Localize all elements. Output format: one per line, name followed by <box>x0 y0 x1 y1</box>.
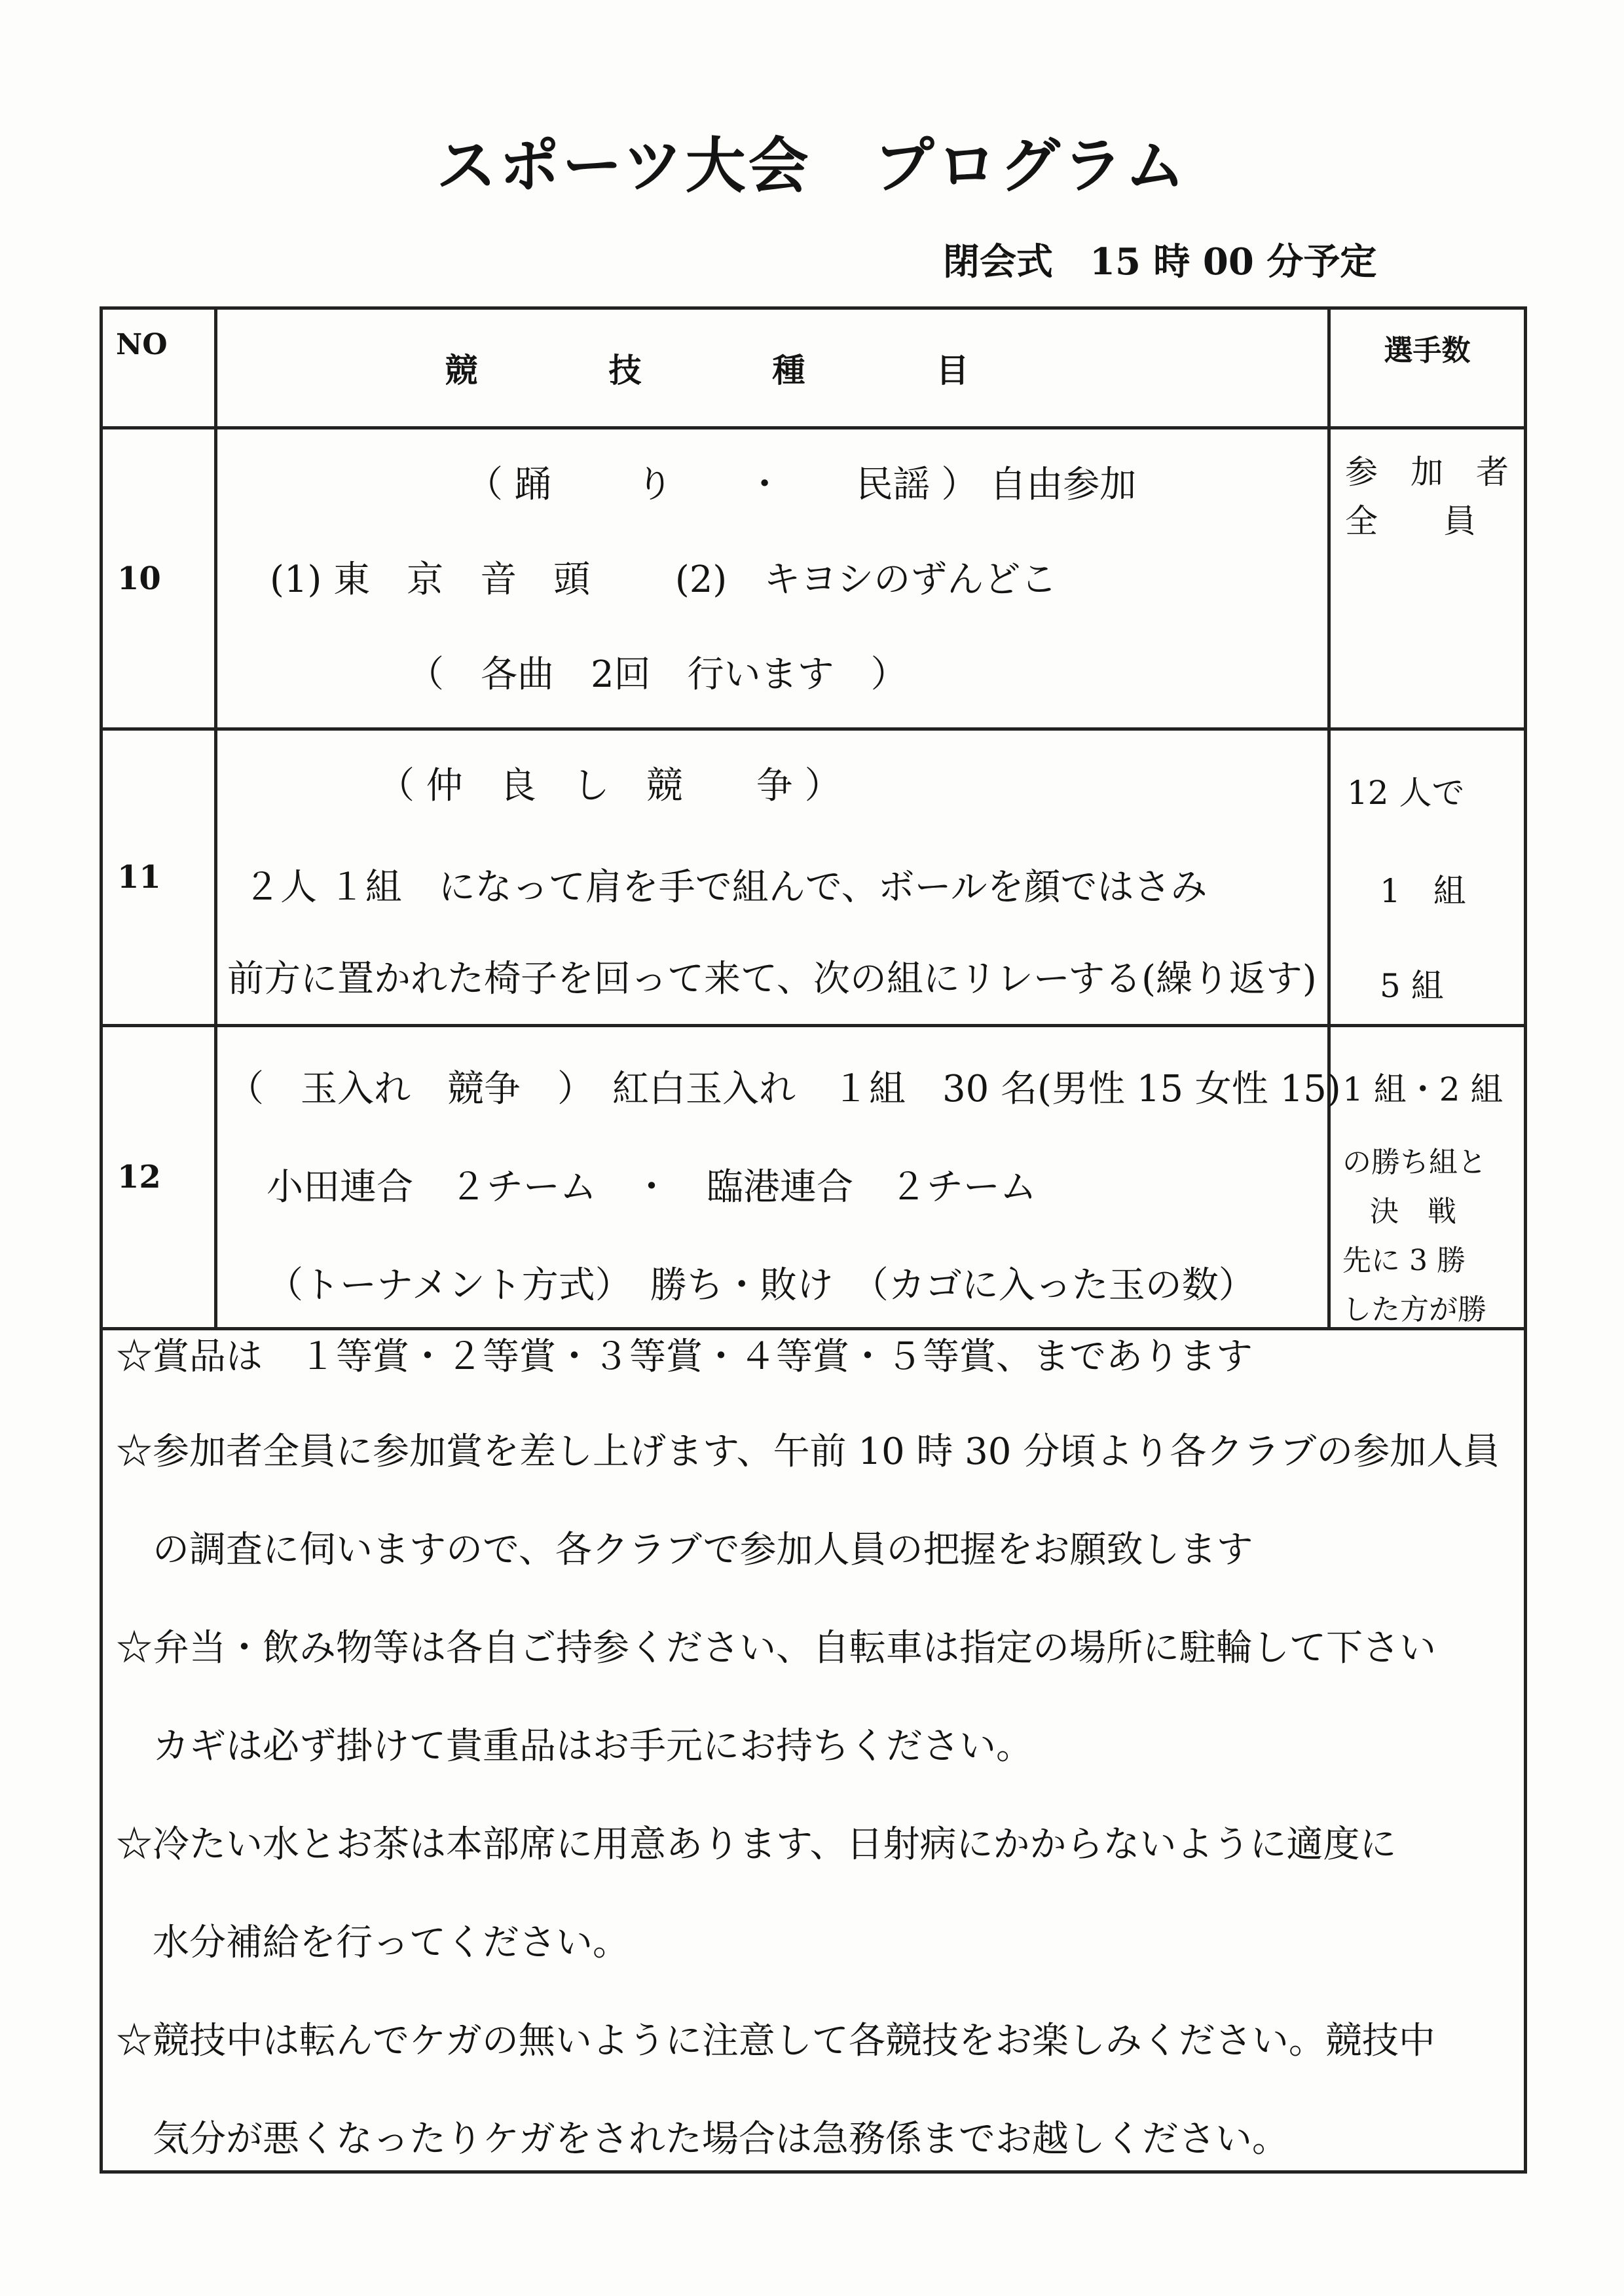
row-event <box>216 428 1329 729</box>
table-header-row <box>101 308 1526 428</box>
players-line: 先に 3 勝 <box>1342 1244 1466 1277</box>
row-event <box>216 729 1329 1026</box>
players-line: 参 加 者 <box>1345 453 1509 491</box>
note-line: ☆参加者全員に参加賞を差し上げます、午前 10 時 30 分頃より各クラブの参加人員 <box>116 1430 1500 1473</box>
row-players <box>1329 1026 1526 1329</box>
event-line: (1) 東 京 音 頭 (2) キヨシのずんどこ <box>270 558 1058 601</box>
note-line: ☆弁当・飲み物等は各自ご持参ください、自転車は指定の場所に駐輪して下さい <box>116 1627 1436 1669</box>
page-title: スポーツ大会 プログラム <box>436 131 1188 201</box>
players-line: した方が勝 <box>1342 1293 1486 1326</box>
header-no: NO <box>101 308 216 428</box>
note-line: ☆賞品は １等賞・２等賞・３等賞・４等賞・５等賞、まであります <box>116 1336 1253 1378</box>
row-event <box>216 1026 1341 1329</box>
closing-ceremony-time: 閉会式 15 時 00 分予定 <box>943 240 1377 283</box>
row-players <box>1329 428 1526 729</box>
note-line: ☆冷たい水とお茶は本部席に用意あります、日射病にかからないように適度に <box>116 1823 1397 1866</box>
row-no: 12 <box>101 1026 216 1329</box>
program-sheet <box>100 306 1527 2174</box>
players-line: 12 人で <box>1347 774 1465 812</box>
event-line: ２人 １組 になって肩を手で組んで、ボールを顔ではさみ <box>244 866 1208 909</box>
players-line: 5 組 <box>1380 967 1444 1005</box>
note-line: の調査に伺いますので、各クラブで参加人員の把握をお願致します <box>116 1529 1253 1571</box>
event-line: （ 各曲 2回 行います ） <box>407 653 908 696</box>
note-line: 水分補給を行ってください。 <box>116 1922 629 1964</box>
players-line: 1 組・2 組 <box>1342 1070 1504 1108</box>
players-line: の勝ち組と <box>1342 1146 1486 1179</box>
players-line: 決 戦 <box>1370 1195 1456 1228</box>
program-table <box>100 306 1527 1330</box>
table-row <box>101 729 1526 1026</box>
header-event: 競技種目 <box>216 308 1329 428</box>
row-no: 11 <box>101 729 216 1026</box>
row-no: 10 <box>101 428 216 729</box>
event-line: 小田連合 ２チーム ・ 臨港連合 ２チーム <box>267 1166 1037 1209</box>
note-line: カギは必ず掛けて貴重品はお手元にお持ちください。 <box>116 1725 1033 1768</box>
note-line: ☆競技中は転んでケガの無いように注意して各競技をお楽しみください。競技中 <box>116 2020 1435 2062</box>
event-line: （ 玉入れ 競争 ） 紅白玉入れ １組 30 名(男性 15 女性 15) <box>227 1068 1341 1110</box>
event-line: （ 仲 良 し 競 争 ） <box>378 765 841 807</box>
event-line: （ 踊 り ・ 民謡 ） 自由参加 <box>466 464 1137 506</box>
players-line: 1 組 <box>1380 872 1466 910</box>
header-players: 選手数 <box>1329 308 1526 428</box>
event-line: 前方に置かれた椅子を回って来て、次の組にリレーする(繰り返す) <box>227 958 1317 1000</box>
note-line: 気分が悪くなったりケガをされた場合は急務係までお越しください。 <box>116 2118 1289 2160</box>
event-line: （トーナメント方式） 勝ち・敗け （カゴに入った玉の数） <box>267 1264 1255 1307</box>
table-row <box>101 1026 1526 1329</box>
table-row <box>101 428 1526 729</box>
row-players <box>1329 729 1526 1026</box>
players-line: 全 員 <box>1345 502 1476 540</box>
